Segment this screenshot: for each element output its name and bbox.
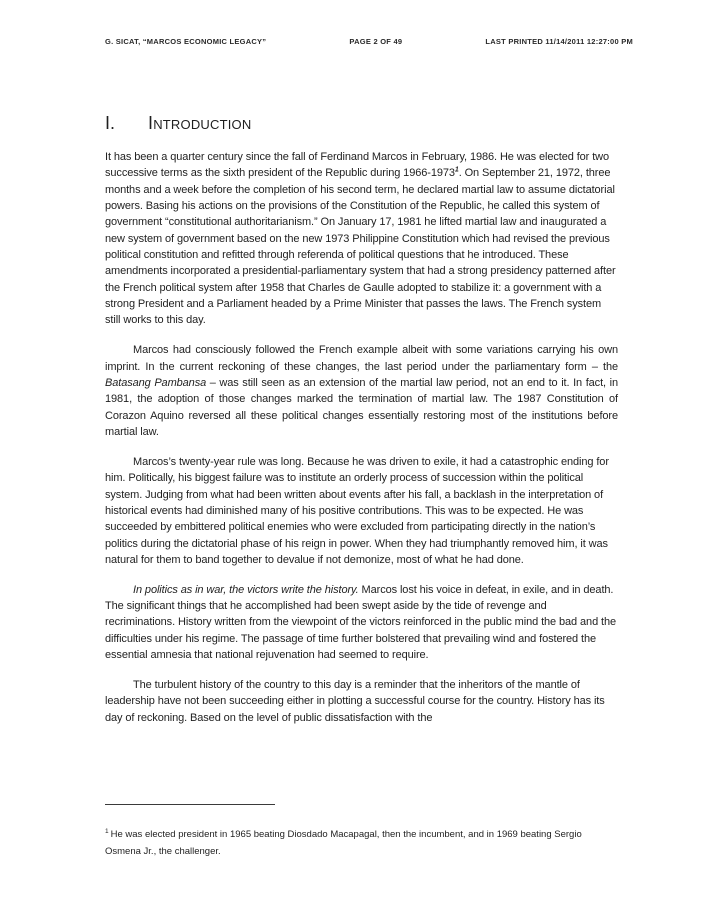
text-run: . On September 21, 1972, three months and a week before the completion of his second term, he declared martial law to assume dictatorial powers. Basing his actions on the provisions of the Constitution of the Republic, he called this system of government “constitutional authoritarianism.” On January 17, 1981 he lifted martial law and inaugurated a new system of government based on the new 1973 Philippine Constitution which had revised the previous political constitution and refitted through referenda of political questions that he introduced. These amendments incorporated a presidential-parliamentary system that had a strong presidency patterned after the French political system after 1958 that Charles de Gaulle adopted to stabilize it: a government with a strong President and a Parliament headed by a Prime Minister that passes the laws. The French system still works to this day.	[105, 167, 616, 327]
text-run: Marcos’s twenty-year rule was long. Because he was driven to exile, it had a catastrophic ending for him. Politically, his biggest failure was to institute an orderly process of succession within the political system. Judging from what had been written about events after his fall, a backlash in the interpretation of historical events had diminished many of his positive contributions. This was to be expected. He was succeeded by embittered political enemies who were excluded from participating directly in the nation’s politics during the dictatorial phase of his reign in power. When they had triumphantly removed him, it was natural for them to band together to devalue if not demonize, most of what he had done.	[105, 455, 609, 566]
text-run: – was still seen as an extension of the martial law period, not an end to it. In fact, in 1981, the adoption of those changes marked the termination of martial law. The 1987 Constitution of Corazon Aquino reversed all these political changes essentially restoring most of the institutions before martial law.	[105, 376, 618, 438]
footnote-separator	[105, 804, 275, 805]
header-print-timestamp: LAST PRINTED 11/14/2011 12:27:00 PM	[485, 37, 633, 46]
text-run: The turbulent history of the country to this day is a reminder that the inheritors of the mantle of leadership have not been succeeding either in plotting a successful course for the country. History has its day of reckoning. Based on the level of public dissatisfaction with the	[105, 678, 605, 724]
header-left-title: G. SICAT, “MARCOS ECONOMIC LEGACY”	[105, 37, 267, 46]
text-run: Batasang Pambansa	[105, 376, 207, 389]
footnote-text: He was elected president in 1965 beating Diosdado Macapagal, then the incumbent, and in 1969 beating Sergio Osmena Jr., the challenger.	[105, 829, 582, 857]
paragraph-2	[105, 342, 618, 440]
text-run: Marcos lost his voice in defeat, in exile, and in death. The significant things that he accomplished had been swept aside by the tide of revenge and recriminations. History written from the viewpoint of the victors reinforced in the public mind the bad and the difficulties under his regime. The passage of time further bolstered that prevailing wind and fostered the essential amnesia that national rejuvenation had seemed to require.	[105, 583, 617, 662]
footnote-reference: 1	[454, 166, 459, 174]
paragraph-4	[105, 582, 618, 664]
text-run: Marcos had consciously followed the French example albeit with some variations carrying his own imprint. In the current reckoning of these changes, the last period under the parliamentary form – the	[105, 344, 618, 373]
footnote	[105, 827, 618, 860]
text-run: In politics as in war, the victors write the history.	[133, 583, 359, 596]
section-heading-title: Introduction	[148, 113, 252, 133]
page-header	[105, 37, 633, 46]
text-run: It has been a quarter century since the fall of Ferdinand Marcos in February, 1986. He was elected for two successive terms as the sixth president of the Republic during 1966-1973	[105, 151, 610, 180]
paragraph-1	[105, 149, 618, 329]
header-page-number: PAGE 2 OF 49	[349, 37, 403, 46]
footnote-marker: 1	[105, 827, 109, 835]
paragraph-5	[105, 677, 618, 726]
section-heading	[105, 113, 251, 134]
section-heading-number: I.	[105, 113, 116, 133]
body-text	[105, 149, 618, 740]
paragraph-3	[105, 454, 618, 568]
